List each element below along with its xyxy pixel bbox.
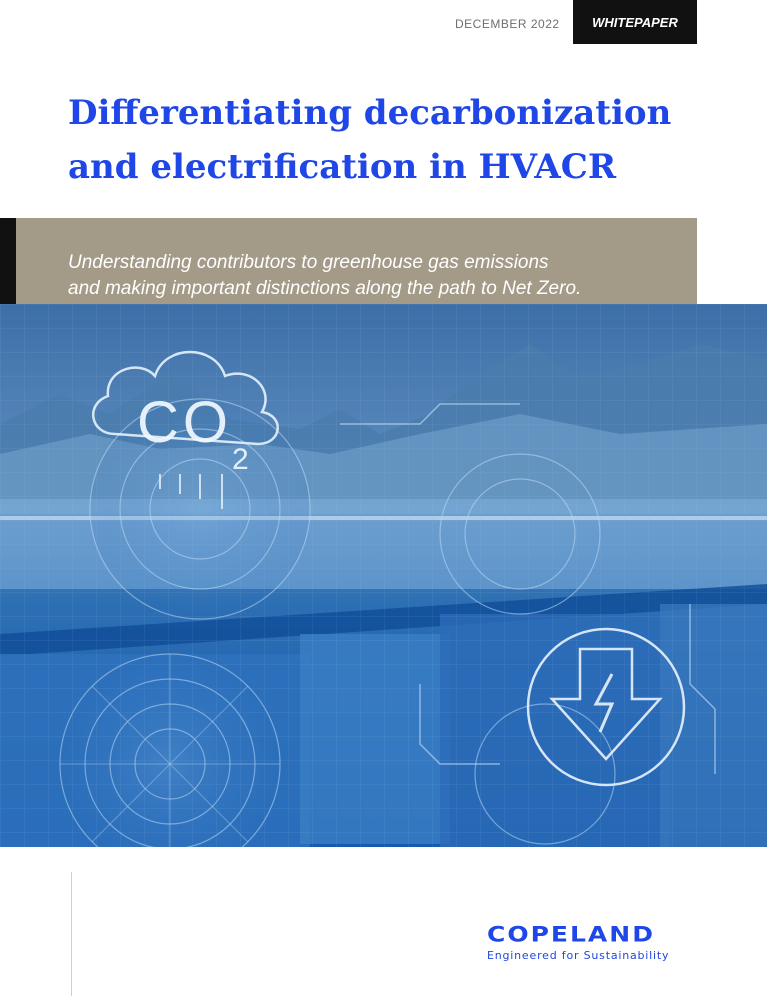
brand-tagline: Engineered for Sustainability xyxy=(487,949,670,962)
side-rule xyxy=(71,872,72,996)
brand-name: COPELAND xyxy=(487,922,655,947)
document-title-line-2: and electrification in HVACR xyxy=(68,147,617,187)
publication-date: DECEMBER 2022 xyxy=(455,17,560,31)
document-subtitle-line-1: Understanding contributors to greenhouse gas emissions xyxy=(68,252,549,273)
co2-label: CO xyxy=(137,390,232,455)
document-type-badge: WHITEPAPER xyxy=(573,0,697,44)
document-subtitle xyxy=(68,250,678,302)
document-subtitle-line-2: and making important distinctions along the path to Net Zero. xyxy=(68,278,582,299)
document-title-line-1: Differentiating decarbonization xyxy=(68,93,672,133)
document-title xyxy=(68,86,718,194)
hero-illustration xyxy=(0,304,767,847)
hero-image xyxy=(0,304,767,847)
copeland-logo xyxy=(487,923,697,962)
co2-subscript: 2 xyxy=(232,443,249,476)
